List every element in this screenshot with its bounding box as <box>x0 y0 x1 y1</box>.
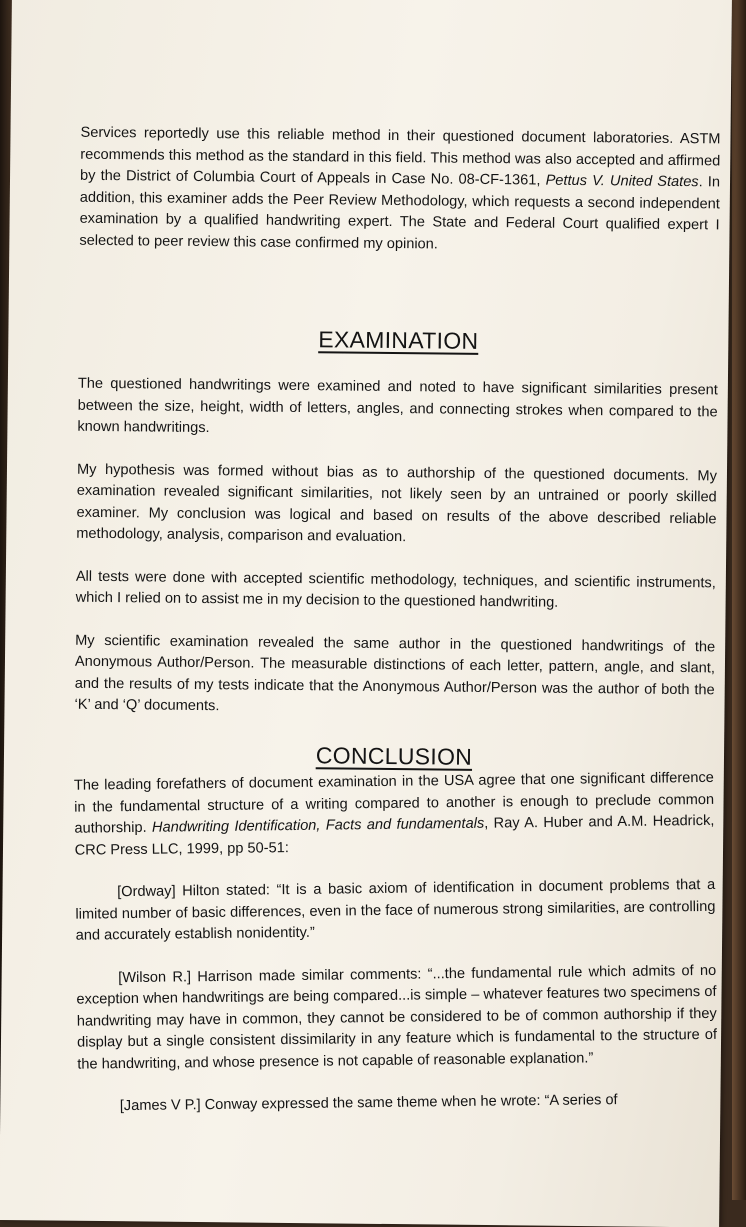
document-body <box>70 123 721 1146</box>
page-right-shadow <box>732 0 746 1200</box>
quote-conway: [James V P.] Conway expressed the same theme when he wrote: “A series of <box>119 1091 618 1114</box>
intro-paragraph <box>79 123 720 259</box>
intro-text-continued: . In addition, this examiner adds the Peer Review Methodology, which requests a second independent examination by a qualified handwriting expert. The State and Federal Court qualified expert I selected to peer review this case confirmed my opinion. <box>79 174 721 252</box>
book-title: Handwriting Identification, Facts and fundamentals <box>151 815 485 836</box>
case-name: Pettus V. United States <box>545 172 699 191</box>
conclusion-body <box>74 767 718 1117</box>
quote-hilton: [Ordway] Hilton stated: “It is a basic axiom of identification in document problems that a limited number of basic differences, even in the face of numerous strong similarities, are controlling and accurately establish nonidentity.” <box>75 876 716 944</box>
intro-text: Services reportedly use this reliable method in their questioned document laboratories. ASTM recommends this method as the standard in this field. This method was also accepted and affirmed by the District of Columbia Court of Appeals in Case No. 08-CF-1361, <box>79 124 721 189</box>
examination-paragraph-1: The questioned handwritings were examined and noted to have significant similarities present between the size, height, width of letters, angles, and connecting strokes when compared to the known handwritings. <box>77 375 718 437</box>
conclusion-intro-paragraph <box>74 767 715 861</box>
examination-paragraph-4: My scientific examination revealed the same author in the questioned handwritings of the Anonymous Author/Person. The measurable distinctions of each letter, pattern, angle, and slant, and the results of my tests indicate that the Anonymous Author/Person was the author of both the ‘K’ and ‘Q’ documents. <box>74 632 716 715</box>
quote-harrison: [Wilson R.] Harrison made similar comments: “...the fundamental rule which admits of no exception when handwritings are being compared...is simple – whatever features two specimens of handwriting may have in common, they cannot be considered to be of common authorship if they display but a single consistent dissimilarity in any feature which is fundamental to the structure of the handwriting, and whose presence is not capable of reasonable explanation.” <box>76 961 718 1072</box>
conclusion-intro-text: The leading forefathers of document examination in the USA agree that one significant difference in the fundamental structure of a writing compared to another is enough to preclude common authorship. <box>73 769 715 837</box>
conclusion-heading: CONCLUSION <box>315 741 473 770</box>
examination-paragraph-2: My hypothesis was formed without bias as to authorship of the questioned documents. My examination revealed significant similarities, not likely seen by an untrained or poorly skilled examiner. My conclusion was logical and based on results of the above described reliable methodology, analysis, comparison and evaluation. <box>76 461 718 546</box>
examination-paragraph-3: All tests were done with accepted scientific methodology, techniques, and scientific instruments, which I relied on to assist me in my decision to the questioned handwriting. <box>75 568 716 611</box>
examination-heading: EXAMINATION <box>318 326 479 354</box>
book-citation: , Ray A. Huber and A.M. Headrick, CRC Press LLC, 1999, pp 50-51: <box>74 812 715 858</box>
